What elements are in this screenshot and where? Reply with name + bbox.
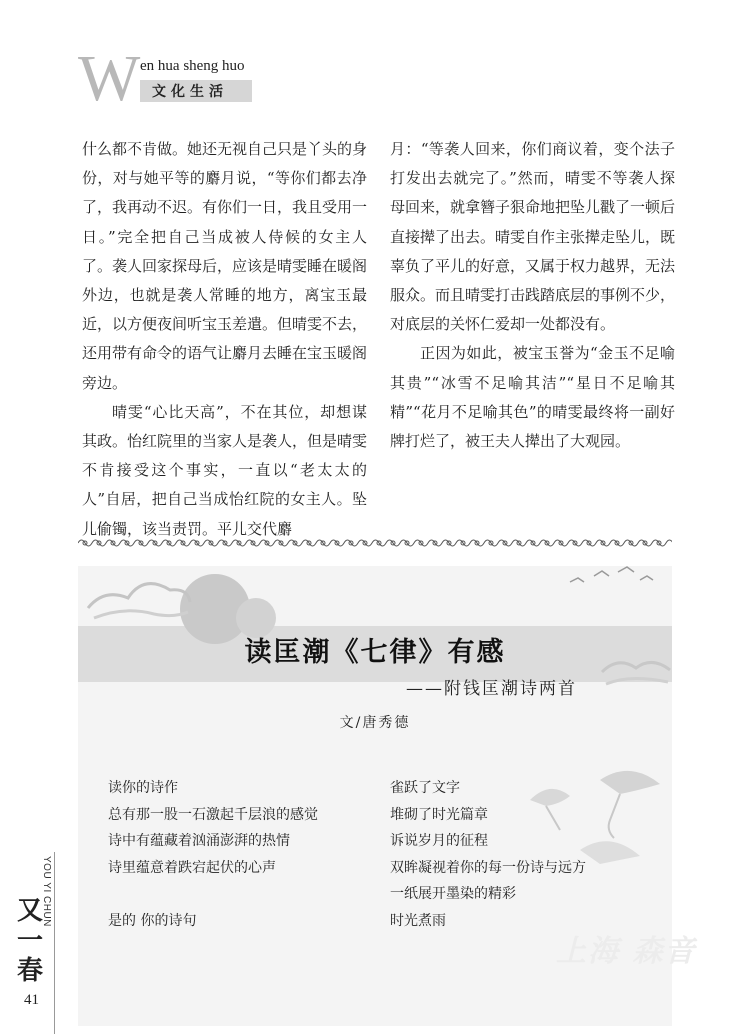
poem-line: 诉说岁月的征程 <box>390 833 488 849</box>
flying-birds-icon <box>560 560 670 600</box>
poem-author: 文/唐秀德 <box>339 715 411 731</box>
article-left-column <box>82 135 367 544</box>
page-number: 41 <box>24 992 39 1008</box>
article-right-column <box>390 135 675 456</box>
magazine-name-char: 一 <box>16 926 43 956</box>
poem-line <box>108 881 318 908</box>
poem-line: 是的 你的诗句 <box>108 912 197 929</box>
header-section-title: 文化生活 <box>152 84 228 100</box>
cloud-icon <box>84 568 194 628</box>
poem-line: 雀跃了文字 <box>390 780 460 796</box>
article-paragraph: 正因为如此，被宝玉誉为“金玉不足喻其贵”“冰雪不足喻其洁”“星日不足喻其精”“花月不足喻其色”的晴雯最终将一副好牌打烂了，被王夫人撵出了大观园。 <box>390 344 675 451</box>
poem-subtitle: ——附钱匡潮诗两首 <box>406 679 577 699</box>
poem-right-column <box>390 775 586 934</box>
article-paragraph: 什么都不肯做。她还无视自己只是丫头的身份，对与她平等的麝月说，“等你们都去净了，我再动不迟。有你们一日，我且受用一日。”完全把自己当成被人侍候的女主人了。袭人回家探母后，应该是晴雯睡在暖阁外边，也就是袭人常睡的地方，离宝玉最近，以方便夜间听宝玉差遣。但晴雯不去，还用带有命令的语气让麝月去睡在宝玉暖阁旁边。 <box>82 140 368 392</box>
magazine-name-char: 春 <box>16 956 43 986</box>
header-big-letter: W <box>78 42 141 115</box>
margin-rule <box>54 852 55 1034</box>
decorative-wave-divider <box>78 536 672 550</box>
poem-title: 读匡潮《七律》有感 <box>244 637 506 668</box>
poem-line: 读你的诗作 <box>108 780 178 796</box>
magazine-name-char: 又 <box>16 896 43 926</box>
poem-line: 诗里蕴意着跌宕起伏的心声 <box>108 859 276 876</box>
poem-line: 一纸展开墨染的精彩 <box>390 886 516 902</box>
poem-line: 堆砌了时光篇章 <box>390 806 488 823</box>
article-paragraph: 晴雯“心比天高”，不在其位，却想谋其政。怡红院里的当家人是袭人，但是晴雯不肯接受这个事实，一直以“老太太的人”自居，把自己当成怡红院的女主人。坠儿偷镯，该当责罚。平儿交代麝 <box>82 402 368 538</box>
magazine-name-chinese <box>14 896 46 986</box>
poem-line: 总有那一股一石激起千层浪的感觉 <box>108 806 318 823</box>
magazine-name-english: YOU YI CHUN <box>41 856 52 927</box>
poem-line: 双眸凝视着你的每一份诗与远方 <box>390 859 586 876</box>
watermark-logo: 上海 森音 <box>556 934 697 969</box>
poem-left-column <box>108 775 318 934</box>
poem-line: 时光煮雨 <box>390 912 446 929</box>
poem-line: 诗中有蕴藏着汹涌澎湃的热情 <box>108 833 290 849</box>
article-paragraph: 月：“等袭人回来，你们商议着，变个法子打发出去就完了。”然而，晴雯不等袭人探母回来，就拿簪子狠命地把坠儿戳了一顿后直接撵了出去。晴雯自作主张撵走坠儿，既辜负了平儿的好意，又属于权力越界，无法服众。而且晴雯打击践踏底层的事例不少，对底层的关怀仁爱却一处都没有。 <box>390 140 676 334</box>
header-pinyin: en hua sheng huo <box>140 58 245 74</box>
